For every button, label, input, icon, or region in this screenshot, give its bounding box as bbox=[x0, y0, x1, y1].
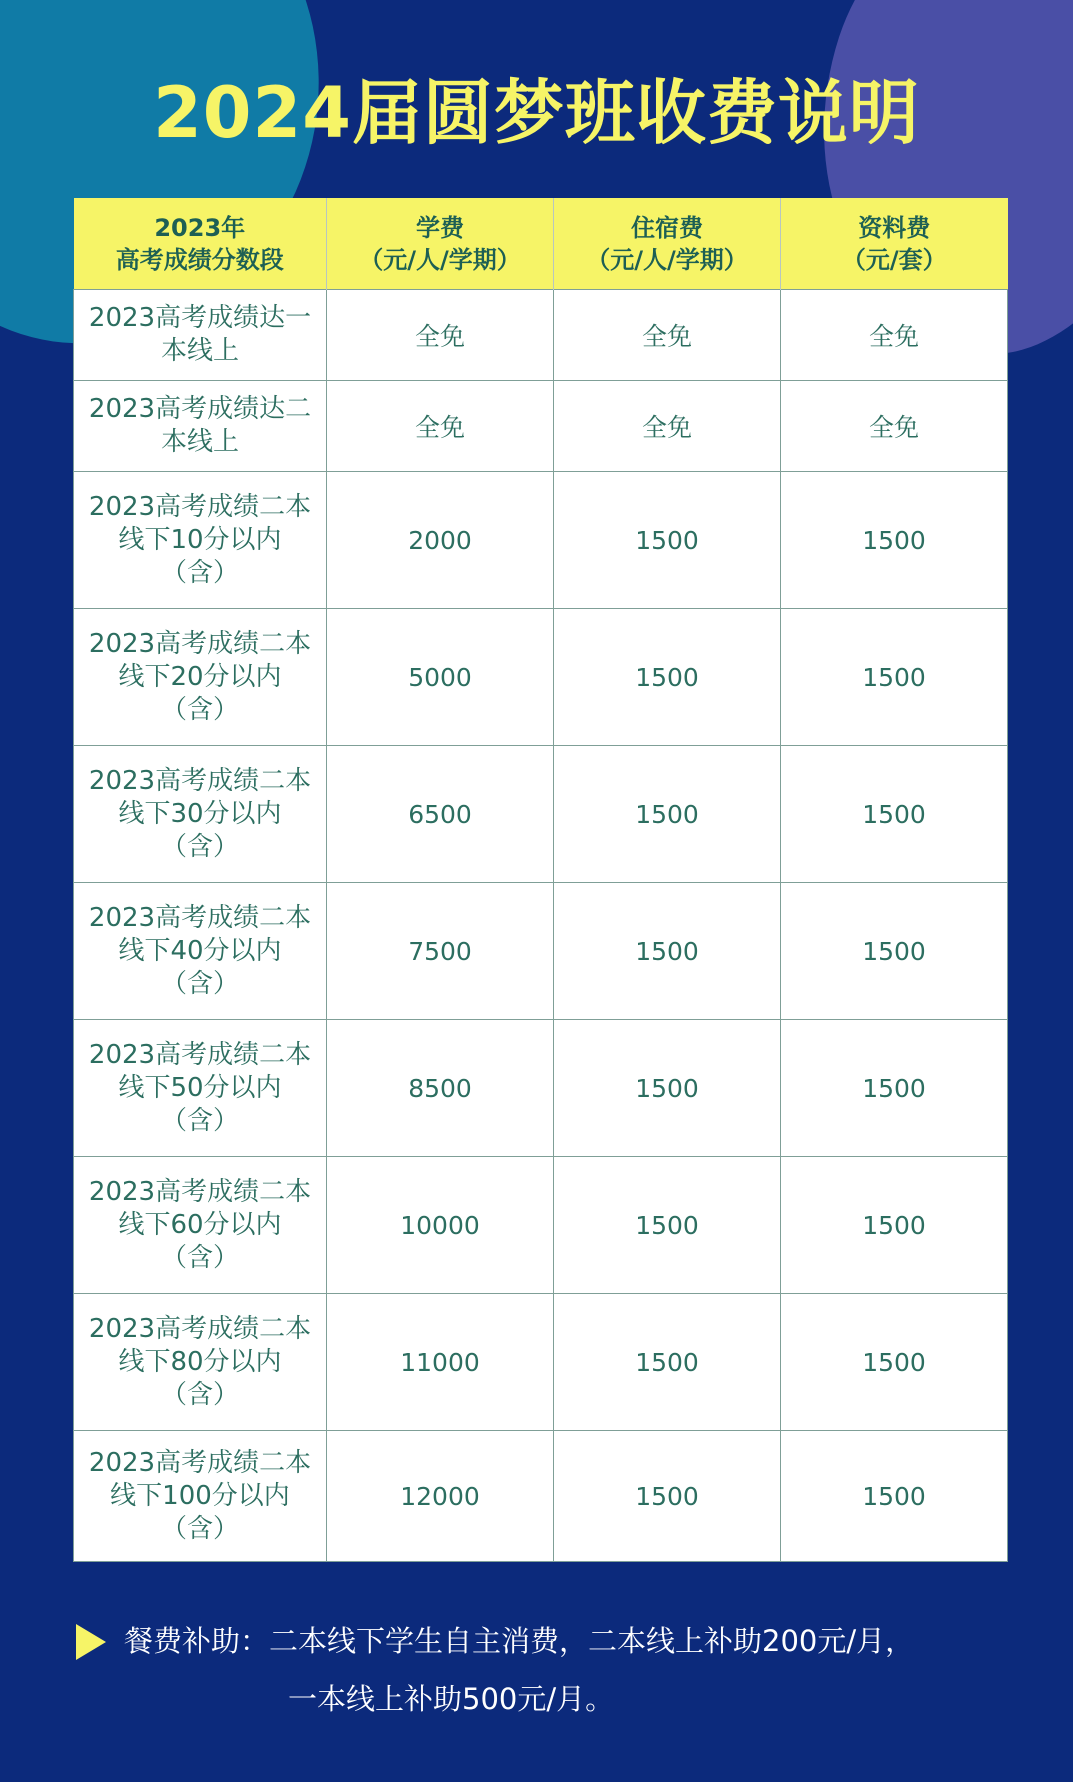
score-range-line: 2023高考成绩二本 bbox=[88, 491, 312, 522]
table-row bbox=[74, 883, 1008, 1020]
materials-cell: 全免 bbox=[781, 290, 1008, 381]
lodging-cell: 1500 bbox=[554, 472, 781, 609]
materials-cell: 1500 bbox=[781, 883, 1008, 1020]
score-range-cell bbox=[74, 746, 327, 883]
score-range-cell bbox=[74, 1157, 327, 1294]
tuition-cell: 全免 bbox=[327, 381, 554, 472]
materials-cell: 1500 bbox=[781, 746, 1008, 883]
score-range-line: 线下60分以内 bbox=[118, 1209, 282, 1240]
materials-cell: 全免 bbox=[781, 381, 1008, 472]
tuition-cell: 6500 bbox=[327, 746, 554, 883]
tuition-cell: 11000 bbox=[327, 1294, 554, 1431]
score-range-line: （含） bbox=[160, 968, 239, 999]
score-range-line: 线下50分以内 bbox=[118, 1072, 282, 1103]
score-range-cell bbox=[74, 609, 327, 746]
header-line: （元/人/学期） bbox=[359, 245, 521, 274]
materials-cell: 1500 bbox=[781, 472, 1008, 609]
materials-cell: 1500 bbox=[781, 1020, 1008, 1157]
tuition-cell: 2000 bbox=[327, 472, 554, 609]
lodging-cell: 1500 bbox=[554, 609, 781, 746]
score-range-cell bbox=[74, 472, 327, 609]
table-row bbox=[74, 1431, 1008, 1562]
header-line: 高考成绩分数段 bbox=[115, 245, 284, 274]
header-line: （元/人/学期） bbox=[586, 245, 748, 274]
table-row bbox=[74, 381, 1008, 472]
score-range-line: 2023高考成绩二本 bbox=[88, 1313, 312, 1344]
score-range-line: 2023高考成绩二本 bbox=[88, 1039, 312, 1070]
materials-cell: 1500 bbox=[781, 1294, 1008, 1431]
header-line: 住宿费 bbox=[631, 213, 703, 242]
score-range-line: 本线上 bbox=[160, 336, 239, 366]
score-range-line: （含） bbox=[160, 557, 239, 588]
header-score-range bbox=[74, 198, 327, 290]
score-range-line: 线下20分以内 bbox=[118, 661, 282, 692]
lodging-cell: 1500 bbox=[554, 1294, 781, 1431]
triangle-bullet-icon bbox=[76, 1624, 106, 1660]
score-range-line: 2023高考成绩达二 bbox=[88, 394, 312, 424]
header-line: 学费 bbox=[416, 213, 464, 242]
tuition-cell: 12000 bbox=[327, 1431, 554, 1562]
header-line: （元/套） bbox=[841, 245, 947, 274]
header-materials bbox=[781, 198, 1008, 290]
table-row bbox=[74, 1020, 1008, 1157]
score-range-line: 线下30分以内 bbox=[118, 798, 282, 829]
tuition-cell: 全免 bbox=[327, 290, 554, 381]
table-row bbox=[74, 290, 1008, 381]
score-range-line: 2023高考成绩二本 bbox=[88, 1447, 312, 1478]
score-range-line: （含） bbox=[160, 1379, 239, 1410]
score-range-line: 2023高考成绩二本 bbox=[88, 628, 312, 659]
table-row bbox=[74, 472, 1008, 609]
lodging-cell: 1500 bbox=[554, 1431, 781, 1562]
score-range-cell bbox=[74, 381, 327, 472]
table-row bbox=[74, 609, 1008, 746]
table-row bbox=[74, 1157, 1008, 1294]
score-range-line: 2023高考成绩二本 bbox=[88, 1176, 312, 1207]
materials-cell: 1500 bbox=[781, 1431, 1008, 1562]
lodging-cell: 1500 bbox=[554, 746, 781, 883]
header-line: 2023年 bbox=[154, 213, 246, 242]
score-range-line: 2023高考成绩二本 bbox=[88, 902, 312, 933]
score-range-line: （含） bbox=[160, 1242, 239, 1273]
score-range-line: （含） bbox=[160, 831, 239, 862]
score-range-line: 线下10分以内 bbox=[118, 524, 282, 555]
lodging-cell: 1500 bbox=[554, 1157, 781, 1294]
score-range-line: （含） bbox=[160, 694, 239, 725]
lodging-cell: 全免 bbox=[554, 290, 781, 381]
tuition-cell: 5000 bbox=[327, 609, 554, 746]
score-range-line: 2023高考成绩达一 bbox=[88, 303, 312, 333]
tuition-cell: 7500 bbox=[327, 883, 554, 1020]
table-header-row bbox=[74, 198, 1008, 290]
score-range-line: 线下100分以内 bbox=[110, 1480, 290, 1511]
lodging-cell: 1500 bbox=[554, 1020, 781, 1157]
note-line-1: 餐费补助：二本线下学生自主消费，二本线上补助200元/月， bbox=[124, 1624, 915, 1658]
score-range-line: 线下80分以内 bbox=[118, 1346, 282, 1377]
table-row bbox=[74, 1294, 1008, 1431]
fee-table bbox=[73, 198, 1008, 1562]
score-range-line: 2023高考成绩二本 bbox=[88, 765, 312, 796]
tuition-cell: 8500 bbox=[327, 1020, 554, 1157]
score-range-line: （含） bbox=[160, 1513, 239, 1544]
score-range-cell bbox=[74, 883, 327, 1020]
score-range-cell bbox=[74, 1020, 327, 1157]
score-range-cell bbox=[74, 1294, 327, 1431]
materials-cell: 1500 bbox=[781, 609, 1008, 746]
score-range-cell bbox=[74, 1431, 327, 1562]
tuition-cell: 10000 bbox=[327, 1157, 554, 1294]
score-range-line: 线下40分以内 bbox=[118, 935, 282, 966]
materials-cell: 1500 bbox=[781, 1157, 1008, 1294]
header-line: 资料费 bbox=[858, 213, 931, 242]
header-lodging bbox=[554, 198, 781, 290]
score-range-cell bbox=[74, 290, 327, 381]
table-row bbox=[74, 746, 1008, 883]
header-tuition bbox=[327, 198, 554, 290]
note-line-2: 一本线上补助500元/月。 bbox=[288, 1682, 615, 1716]
score-range-line: （含） bbox=[160, 1105, 239, 1136]
lodging-cell: 1500 bbox=[554, 883, 781, 1020]
lodging-cell: 全免 bbox=[554, 381, 781, 472]
score-range-line: 本线上 bbox=[160, 427, 239, 457]
page-title: 2024届圆梦班收费说明 bbox=[153, 72, 920, 154]
